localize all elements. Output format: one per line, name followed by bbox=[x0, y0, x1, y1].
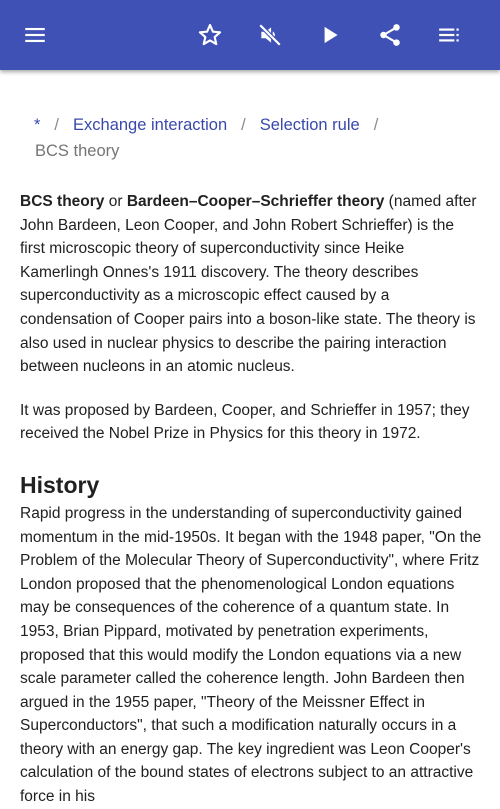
article-content bbox=[20, 70, 482, 809]
share-button[interactable] bbox=[367, 12, 413, 58]
star-outline-icon bbox=[197, 22, 223, 48]
term-bcs-theory: BCS theory bbox=[20, 193, 105, 210]
menu-button[interactable] bbox=[12, 12, 58, 58]
intro-connector: or bbox=[104, 193, 127, 210]
breadcrumb-separator: / bbox=[54, 116, 60, 134]
intro-text: (named after John Bardeen, Leon Cooper, and John Robert Schrieffer) is the first microscopic theory of superconductivity since Heike Kamerlingh Onnes's 1911 discovery. The theory describes superconductivity as a microscopic effect caused by a condensation of Cooper pairs into a boson-like state. The theory is also used in nuclear physics to describe the pairing interaction between nucleons in an atomic nucleus. bbox=[20, 193, 477, 376]
breadcrumb-separator: / bbox=[373, 116, 379, 134]
favorite-button[interactable] bbox=[187, 12, 233, 58]
volume-off-icon bbox=[257, 22, 283, 48]
play-button[interactable] bbox=[307, 12, 353, 58]
history-heading: History bbox=[20, 471, 100, 498]
term-full-name: Bardeen–Cooper–Schrieffer theory bbox=[126, 193, 385, 210]
history-paragraph: Rapid progress in the understanding of superconductivity gained momentum in the mid-1950s. It began with the 1948 paper, "On the Problem of the Molecular Theory of Superconductivity", where Fritz London proposed that the phenomenological London equations may be consequences of the coherence of a quantum state. In 1953, Brian Pippard, motivated by penetration experiments, proposed that this would modify the London equations via a new scale parameter called the coherence length. John Bardeen then argued in the 1955 paper, "Theory of the Meissner Effect in Superconductors", that such a modification naturally occurs in a theory with an energy gap. The key ingredient was Leon Cooper's calculation of the bound states of electrons subject to an attractive force in his bbox=[20, 504, 482, 806]
mute-button[interactable] bbox=[247, 12, 293, 58]
breadcrumb-current: BCS theory bbox=[35, 142, 120, 160]
app-bar bbox=[0, 0, 500, 70]
play-icon bbox=[317, 22, 343, 48]
breadcrumb bbox=[20, 112, 482, 164]
breadcrumb-item-selection-rule[interactable]: Selection rule bbox=[259, 116, 360, 134]
table-of-contents-button[interactable] bbox=[427, 12, 473, 58]
hamburger-menu-icon bbox=[22, 22, 48, 48]
intro-paragraph bbox=[20, 190, 482, 379]
table-of-contents-icon bbox=[437, 22, 463, 48]
breadcrumb-separator: / bbox=[241, 116, 246, 134]
proposal-paragraph: It was proposed by Bardeen, Cooper, and Schrieffer in 1957; they received the Nobel Prize in Physics for this theory in 1972. bbox=[20, 401, 470, 443]
share-icon bbox=[377, 22, 403, 48]
breadcrumb-item-home[interactable]: * bbox=[34, 116, 41, 134]
breadcrumb-item-exchange-interaction[interactable]: Exchange interaction bbox=[73, 116, 228, 134]
